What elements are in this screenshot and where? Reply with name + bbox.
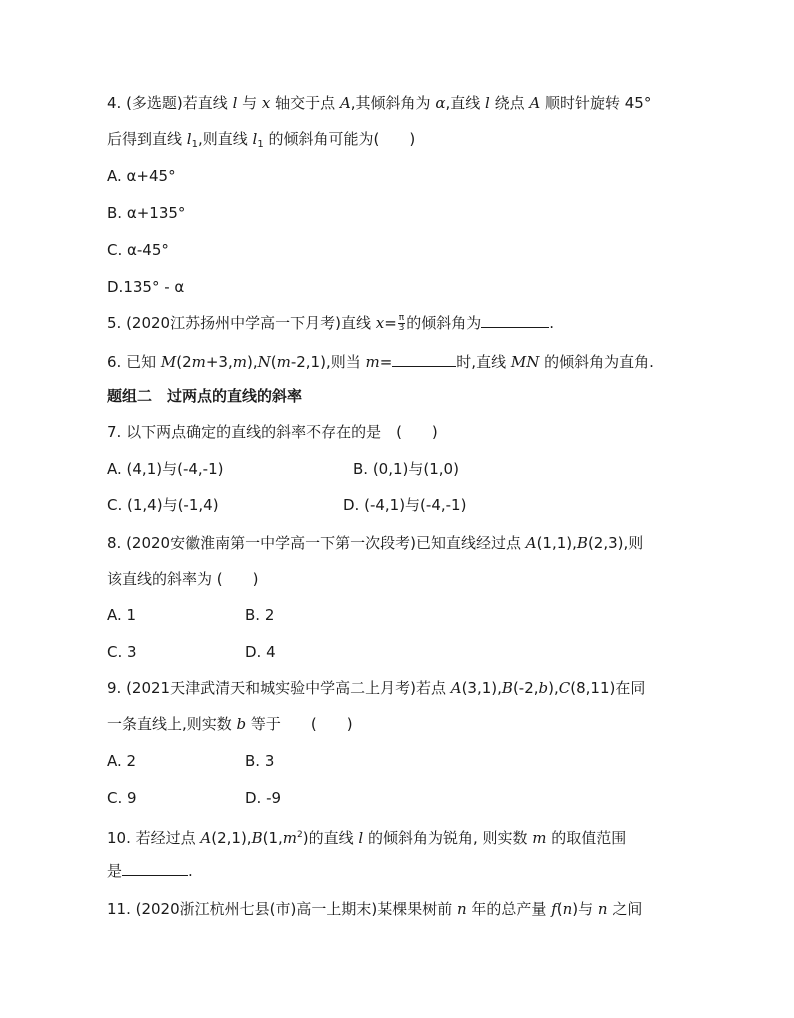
section-heading: 题组二 过两点的直线的斜率 [107, 387, 303, 405]
text: 一条直线上,则实数 [107, 715, 237, 733]
var-m: m [365, 353, 380, 371]
var-m: m [532, 829, 547, 847]
q9-options-row-2 [107, 787, 734, 809]
text: 等于 ( ) [246, 715, 353, 733]
q7-option-a: A. (4,1)与(-4,-1) [107, 460, 224, 478]
q9-options-row-1 [107, 750, 734, 772]
text: )的直线 [302, 829, 359, 847]
q4-option-d: D.135° - α [107, 278, 185, 296]
text: 9. (2021天津武清天和城实验中学高二上月考)若点 [107, 679, 451, 697]
var-x: x [375, 314, 385, 332]
text: 的倾斜角为直角. [539, 353, 654, 371]
subscript: 1 [257, 139, 264, 150]
text: 的倾斜角为 [406, 314, 482, 332]
q11-line [107, 898, 734, 920]
var-l: l [252, 130, 258, 148]
var-l: l [358, 829, 364, 847]
var-n: n [562, 900, 573, 918]
text: ,则直线 [197, 130, 253, 148]
text: ( [556, 900, 563, 918]
var-B: B [251, 829, 263, 847]
q4-option-c: C. α-45° [107, 241, 169, 259]
text: (2,3),则 [587, 534, 644, 552]
text: = [384, 314, 397, 332]
text: 轴交于点 [270, 94, 340, 112]
q9-option-b: B. 3 [245, 752, 275, 770]
text: 5. (2020江苏扬州中学高一下月考)直线 [107, 314, 376, 332]
text: )与 [572, 900, 598, 918]
q8-option-c: C. 3 [107, 643, 137, 661]
q6-line [107, 351, 734, 373]
var-l: l [232, 94, 238, 112]
var-b: b [236, 715, 247, 733]
text: +3, [205, 353, 233, 371]
text: 的倾斜角可能为( ) [263, 130, 416, 148]
text: ), [548, 679, 559, 697]
text: (-2, [512, 679, 539, 697]
var-m: m [232, 353, 247, 371]
q9-option-d: D. -9 [245, 789, 282, 807]
text: 时,直线 [456, 353, 511, 371]
var-M: M [160, 353, 177, 371]
var-m: m [191, 353, 206, 371]
text: 的取值范围 [546, 829, 627, 847]
subscript: 1 [191, 139, 198, 150]
text: -2,1),则当 [290, 353, 366, 371]
var-N: N [257, 353, 271, 371]
text: 与 [237, 94, 262, 112]
var-l: l [186, 130, 192, 148]
q9-option-c: C. 9 [107, 789, 137, 807]
text: 10. 若经过点 [107, 829, 201, 847]
fraction [398, 314, 405, 333]
var-f: f [551, 900, 557, 918]
text: (2,1), [211, 829, 252, 847]
q7-stem: 7. 以下两点确定的直线的斜率不存在的是 ( ) [107, 423, 438, 441]
text: = [379, 353, 393, 371]
q8-line-2: 该直线的斜率为 ( ) [107, 570, 259, 588]
var-B: B [576, 534, 588, 552]
q7-options-row-2 [107, 494, 734, 516]
q8-line-1 [107, 532, 734, 554]
q7-option-c: C. (1,4)与(-1,4) [107, 496, 219, 514]
var-A: A [525, 534, 537, 552]
q9-option-a: A. 2 [107, 752, 137, 770]
text: (1,1), [536, 534, 577, 552]
text: 11. (2020浙江杭州七县(市)高一上期末)某棵果树前 [107, 900, 457, 918]
q8-options-row-1 [107, 604, 734, 626]
q8-option-a: A. 1 [107, 606, 137, 624]
text: (2 [176, 353, 192, 371]
var-l: l [485, 94, 490, 112]
text: 后得到直线 [107, 130, 187, 148]
text: ,直线 [445, 94, 486, 112]
var-b: b [538, 679, 549, 697]
q7-option-d: D. (-4,1)与(-4,-1) [343, 496, 467, 514]
q10-line-2 [107, 860, 734, 882]
var-A: A [450, 679, 462, 697]
text: 是 [107, 862, 123, 880]
text: 顺时针旋转 45° [540, 94, 652, 112]
q4-line-2 [107, 128, 734, 156]
q8-option-d: D. 4 [245, 643, 276, 661]
text: 年的总产量 [466, 900, 552, 918]
var-A: A [529, 94, 541, 112]
q9-line-2 [107, 713, 734, 735]
q8-option-b: B. 2 [245, 606, 275, 624]
q4-line-1 [107, 92, 734, 114]
q5-line [107, 312, 734, 334]
q7-options-row-1 [107, 458, 734, 480]
text: (8,11)在同 [570, 679, 646, 697]
q4-option-a: A. α+45° [107, 167, 176, 185]
text: (3,1), [461, 679, 502, 697]
text: ,其倾斜角为 [350, 94, 436, 112]
text: 6. 已知 [107, 353, 161, 371]
text: 之间 [607, 900, 643, 918]
text: . [549, 314, 554, 332]
var-m: m [282, 829, 298, 847]
var-n: n [597, 900, 608, 918]
q4-option-b: B. α+135° [107, 204, 186, 222]
fraction-numerator: π [398, 313, 405, 323]
q8-options-row-2 [107, 641, 734, 663]
var-B: B [501, 679, 513, 697]
text: 8. (2020安徽淮南第一中学高一下第一次段考)已知直线经过点 [107, 534, 526, 552]
fraction-denominator: 3 [398, 323, 405, 333]
var-A: A [339, 94, 351, 112]
text: (1, [262, 829, 283, 847]
var-MN: MN [510, 353, 540, 371]
q7-option-b: B. (0,1)与(1,0) [353, 460, 459, 478]
text: ( [270, 353, 277, 371]
var-m: m [276, 353, 291, 371]
q10-line-1 [107, 824, 734, 849]
text: 的倾斜角为锐角, 则实数 [363, 829, 533, 847]
var-alpha: α [435, 94, 446, 112]
var-x: x [261, 94, 271, 112]
text: . [188, 862, 193, 880]
q9-line-1 [107, 677, 734, 699]
answer-blank[interactable] [481, 312, 549, 328]
answer-blank[interactable] [392, 351, 456, 367]
superscript: 2 [297, 830, 303, 840]
text: 4. (多选题)若直线 [107, 94, 233, 112]
var-C: C [558, 679, 571, 697]
answer-blank[interactable] [122, 860, 188, 876]
text: ), [246, 353, 258, 371]
var-A: A [200, 829, 212, 847]
text: 绕点 [489, 94, 530, 112]
var-n: n [456, 900, 467, 918]
